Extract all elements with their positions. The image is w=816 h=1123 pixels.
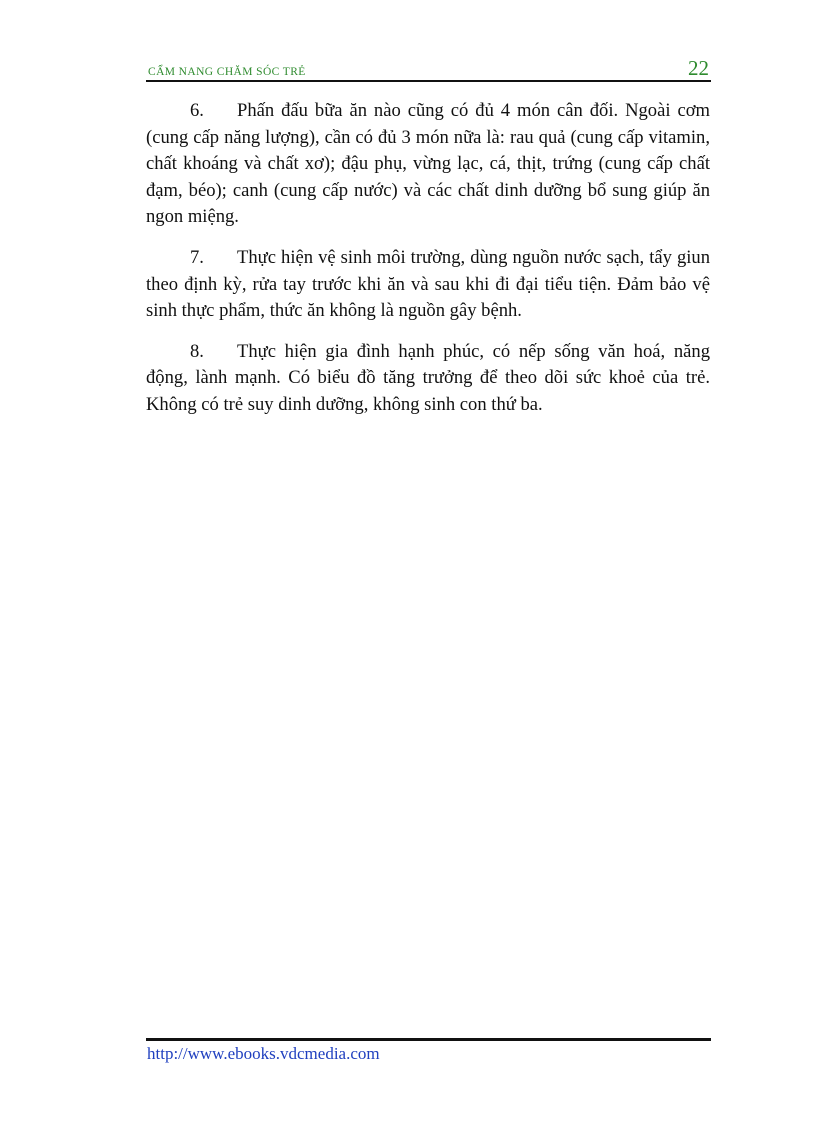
page-header [146,58,711,82]
paragraph-number: 7. [190,246,204,268]
paragraph-item-6 [146,98,710,231]
paragraph-item-7 [146,245,710,325]
paragraph-number: 8. [190,340,204,362]
footer-url-link[interactable]: http://www.ebooks.vdcmedia.com [147,1044,380,1063]
paragraph-item-8 [146,339,710,419]
paragraph-text: Phấn đấu bữa ăn nào cũng có đủ 4 món cân đối. Ngoài cơm (cung cấp năng lượng), cần có đủ 3 món nữa là: rau quả (cung cấp vitamin, chất khoáng và chất xơ); đậu phụ, vừng lạc, cá, thịt, trứng (cung cấp chất đạm, béo); canh (cung cấp nước) và các chất dinh dưỡng bổ sung giúp ăn ngon miệng. [146,100,710,228]
header-title: CẨM NANG CHĂM SÓC TRẺ [148,66,306,78]
paragraph-text: Thực hiện vệ sinh môi trường, dùng nguồn nước sạch, tẩy giun theo định kỳ, rửa tay trước khi ăn và sau khi đi đại tiểu tiện. Đảm bảo vệ sinh thực phẩm, thức ăn không là nguồn gây bệnh. [146,246,710,322]
footer-divider [146,1038,711,1041]
page-number: 22 [688,56,709,80]
document-body [146,98,710,433]
paragraph-number: 6. [190,100,204,121]
paragraph-text: Thực hiện gia đình hạnh phúc, có nếp sống văn hoá, năng động, lành mạnh. Có biểu đồ tăng trưởng để theo dõi sức khoẻ của trẻ. Không có trẻ suy dinh dưỡng, không sinh con thứ ba. [146,340,710,415]
